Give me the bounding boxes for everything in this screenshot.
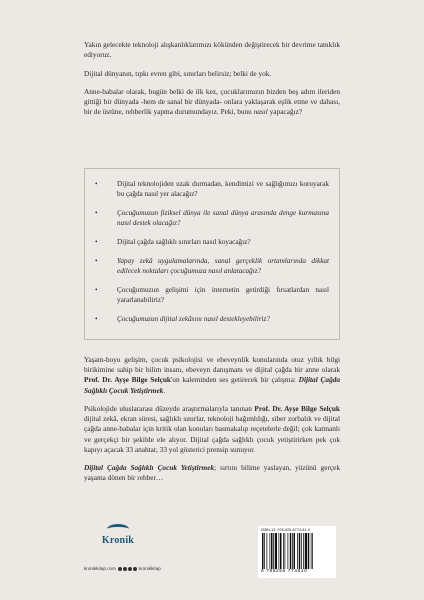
question-text: Çocuğumuzun dijital zekâsını nasıl destekleyebiliriz? xyxy=(117,314,270,323)
barcode-bar xyxy=(271,533,273,569)
barcode-bar xyxy=(264,533,265,569)
website-link[interactable]: kronikkitap.com xyxy=(84,566,116,571)
facebook-icon xyxy=(118,567,123,572)
desc-2-text: Psikolojide uluslararası düzeyde araştırmalarıyla tanınan xyxy=(84,404,255,413)
barcode-bar xyxy=(270,533,271,569)
intro-paragraph-2: Dijital dünyanın, tıpkı evren gibi, sınırları belirsiz; belki de yok. xyxy=(84,68,272,78)
barcode-bar xyxy=(294,533,296,569)
barcode-bar xyxy=(303,533,304,569)
questions-list xyxy=(85,169,339,324)
question-text: Dijital teknolojiden uzak durmadan, kendimizi ve sağlığımızı koruyarak bu çağda nasıl yer alacağız? xyxy=(117,180,329,199)
barcode-bar xyxy=(292,533,293,569)
barcode-bar xyxy=(275,533,277,569)
barcode-bar xyxy=(312,533,313,569)
youtube-icon xyxy=(133,567,138,572)
barcode-digits: 9 786256 774810 xyxy=(261,569,308,574)
barcode-bar xyxy=(305,533,307,569)
publisher-logo-mark xyxy=(107,524,129,534)
barcode-bar xyxy=(283,533,284,569)
author-name: Prof. Dr. Ayşe Bilge Selçuk xyxy=(84,375,171,385)
publisher-name: Kronik xyxy=(101,535,135,546)
description-section xyxy=(84,355,340,492)
intro-paragraph-3-end: yapacağız? xyxy=(267,107,303,117)
barcode-bar xyxy=(297,533,298,569)
bullet-marker: • xyxy=(95,256,98,265)
description-paragraph-1 xyxy=(84,355,340,396)
instagram-icon xyxy=(128,567,133,572)
barcode-bar xyxy=(267,533,268,569)
twitter-icon xyxy=(123,567,128,572)
intro-section xyxy=(84,40,340,126)
barcode-bar xyxy=(288,533,289,569)
desc-1-end: . xyxy=(163,385,166,395)
social-handle[interactable]: kronikkitap xyxy=(138,566,161,571)
questions-box xyxy=(84,168,340,340)
publisher-contact xyxy=(84,566,174,571)
cover-footer xyxy=(84,522,340,582)
barcode-bar xyxy=(285,533,286,569)
question-text: Dijital çağda sağlıklı sınırları nasıl koyacağız? xyxy=(117,238,251,246)
book-title: Dijital Çağda Sağlıklı Çocuk Yetiştirmek xyxy=(84,375,341,395)
bullet-marker: • xyxy=(95,180,98,188)
barcode-bar xyxy=(301,533,302,569)
desc-3-rest: ; sırtını bilime yaslayan, yüzünü gerçek yaşama dönen bir rehber… xyxy=(84,463,340,483)
question-item xyxy=(93,179,329,199)
question-text: Çocuğumuzun gelişimi için internetin getirdiği fırsatlardan nasıl yararlanabiliriz? xyxy=(117,285,329,304)
barcode-bar xyxy=(308,533,310,569)
intro-paragraph-3 xyxy=(84,87,340,118)
bullet-marker: • xyxy=(95,209,98,217)
author-name: Prof. Dr. Ayşe Bilge Selçuk xyxy=(254,404,340,413)
question-item xyxy=(93,314,329,324)
desc-1-mid: 'un kaleminden ses getirecek bir çalışma: xyxy=(170,375,299,385)
barcode-bar xyxy=(279,533,280,569)
description-paragraph-3 xyxy=(84,463,340,483)
description-paragraph-2 xyxy=(84,404,340,455)
barcode-bar xyxy=(290,533,292,569)
book-title: Dijital Çağda Sağlıklı Çocuk Yetiştirmek xyxy=(84,463,215,473)
isbn-barcode xyxy=(258,526,336,578)
desc-2-rest: dijital zekâ, ekran süresi, sağlıklı sınırlar, teknoloji bağımlılığı, siber zorbalık ve dijital çağda anne-babalar için kritik olan konuları basmakalıp reçetelerle değil; çok katmanlı ve gerçekçi bir şekilde ele alıyor. Dijital çağda sağlıklı çocuk yetiştirirken pek çok kapıyı açacak 33 anahtar, 33 yol gösterici prensip sunuyor. xyxy=(84,414,340,454)
bullet-marker: • xyxy=(95,314,98,323)
barcode-bar xyxy=(262,533,264,569)
question-item xyxy=(93,208,329,228)
question-item xyxy=(93,237,329,247)
question-text: Yapay zekâ uygulamalarında, sanal gerçeklik ortamlarında dikkat edilecek noktaları çocuğumuza nasıl anlatacağız? xyxy=(117,256,329,275)
barcode-bar xyxy=(280,533,282,569)
question-item xyxy=(93,285,329,305)
isbn-number: ISBN-13: 978-625-6774-81-0 xyxy=(261,528,310,532)
barcode-bar xyxy=(311,533,312,569)
desc-1-text: Yaşam-boyu gelişim, çocuk psikolojisi ve ebeveynlik konularında otuz yıllık bilgi birikimine sahip bir bilim insanı, ebeveyn danışmanı ve dijital çağda bir anne olarak xyxy=(84,355,340,375)
intro-paragraph-3-text: Anne-babalar olarak, bugün belki de ilk kez, çocuklarımızın bizden beş adım ileriden gittiği bir dünyada -hem de sanal bir dünyada- onlara yaklaşarak eşlik etme ve dahası, bir de üstüne, rehberlik yapma durumundayız. Peki, bunu xyxy=(84,86,340,117)
publisher-logo xyxy=(90,524,146,560)
barcode-bar xyxy=(299,533,301,569)
barcode-bars xyxy=(261,533,333,569)
bullet-marker: • xyxy=(95,238,98,246)
question-text: Çocuğumuzun fiziksel dünya ile sanal dünya arasında denge kurmasına nasıl destek olacağız? xyxy=(117,209,329,228)
barcode-bar xyxy=(273,533,274,569)
intro-paragraph-3-italic: nasıl xyxy=(253,107,268,117)
bullet-marker: • xyxy=(95,285,98,294)
question-item xyxy=(93,256,329,276)
intro-paragraph-1: Yakın gelecekte teknoloji alışkanlıklarımızı kökünden değiştirecek bir devrime tanıklık ediyoruz. xyxy=(84,40,340,60)
